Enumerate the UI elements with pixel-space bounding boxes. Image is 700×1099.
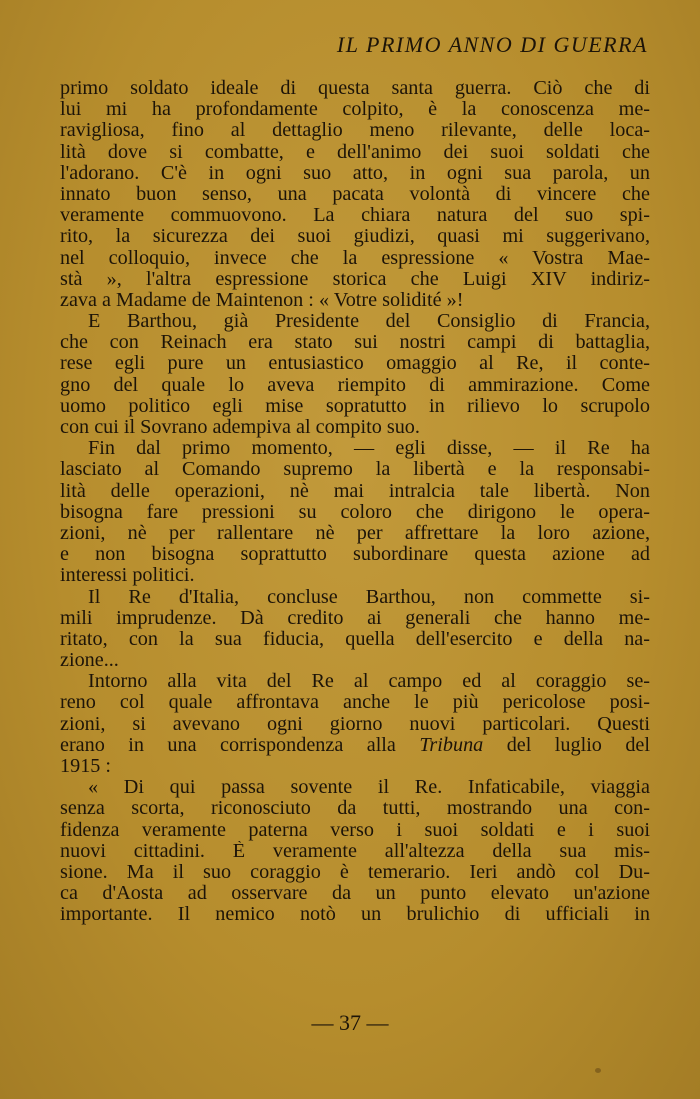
text-line: rito, la sicurezza dei suoi giudizi, quasi mi suggerivano, (60, 226, 650, 248)
text-line: zioni, nè per rallentare nè per affrettare la loro azione, (60, 522, 650, 544)
text-line: zava a Madame de Maintenon : « Votre solidité »! (60, 288, 464, 311)
text-line: Fin dal primo momento, — egli disse, — il Re ha (88, 438, 650, 460)
text-line: bisogna fare pressioni su coloro che dirigono le opera- (60, 501, 650, 523)
text-line: gno del quale lo aveva riempito di ammirazione. Come (60, 374, 650, 396)
text-line: nuovi cittadini. È veramente all'altezza della sua mis- (60, 840, 650, 862)
text-line: zione... (60, 649, 119, 672)
text-line: importante. Il nemico notò un brulichio di ufficiali in (60, 904, 650, 926)
text-line: innato buon senso, una pacata volontà di vincere che (60, 183, 650, 205)
text-line: uomo politico egli mise sopratutto in rilievo lo scrupolo (60, 395, 650, 417)
text-line: l'adorano. C'è in ogni suo atto, in ogni sua parola, un (60, 162, 650, 184)
text-line: nel colloquio, invece che la espressione « Vostra Mae- (60, 247, 650, 269)
text-line: primo soldato ideale di questa santa guerra. Ciò che di (60, 78, 650, 99)
text-line: veramente commuovono. La chiara natura del suo spi- (60, 205, 650, 227)
paper-speck (595, 1068, 601, 1073)
text-line: lasciato al Comando supremo la libertà e la responsabi- (60, 459, 650, 481)
text-line: stà », l'altra espressione storica che Luigi XIV indiriz- (60, 268, 650, 290)
body-text (60, 78, 650, 926)
text-line: Intorno alla vita del Re al campo ed al coraggio se- (88, 671, 650, 693)
page-number: — 37 — (311, 1010, 389, 1035)
text-line: ca d'Aosta ad osservare da un punto elevato un'azione (60, 883, 650, 905)
text-line: reno col quale affrontava anche le più pericolose posi- (60, 692, 650, 714)
text-line: e non bisogna soprattutto subordinare questa azione ad (60, 544, 650, 566)
text-line: ravigliosa, fino al dettaglio meno rilevante, delle loca- (60, 120, 650, 142)
text-line: « Di qui passa sovente il Re. Infaticabile, viaggia (88, 777, 650, 799)
text-line: sione. Ma il suo coraggio è temerario. Ieri andò col Du- (60, 861, 650, 883)
text-line: fidenza veramente paterna verso i suoi soldati e i suoi (60, 819, 650, 841)
text-line: 1915 : (60, 755, 112, 777)
text-line: lui mi ha profondamente colpito, è la conoscenza me- (60, 99, 650, 121)
text-line: lità delle operazioni, nè mai intralcia tale libertà. Non (60, 480, 650, 502)
running-header: IL PRIMO ANNO DI GUERRA (336, 32, 648, 57)
text-line: interessi politici. (60, 564, 195, 587)
text-fragment: erano in una corrispondenza alla (60, 734, 420, 756)
text-line: E Barthou, già Presidente del Consiglio di Francia, (88, 311, 650, 333)
text-line: Il Re d'Italia, concluse Barthou, non commette si- (88, 586, 650, 608)
text-line: zioni, si avevano ogni giorno nuovi particolari. Questi (60, 713, 650, 735)
text-line: che con Reinach era stato sui nostri campi di battaglia, (60, 332, 650, 354)
text-line: ritato, con la sua fiducia, quella dell'esercito e della na- (60, 628, 650, 650)
newspaper-title: Tribuna (419, 734, 484, 756)
text-line: lità dove si combatte, e dell'animo dei suoi soldati che (60, 141, 650, 163)
text-line: con cui il Sovrano adempiva al compito suo. (60, 416, 420, 438)
text-line-with-italic (60, 735, 650, 756)
text-line: rese egli pure un entusiastico omaggio al Re, il conte- (60, 353, 650, 375)
text-line: senza scorta, riconosciuto da tutti, mostrando una con- (60, 798, 650, 820)
text-line: mili imprudenze. Dà credito ai generali che hanno me- (60, 607, 650, 629)
text-fragment: del luglio del (483, 734, 650, 756)
